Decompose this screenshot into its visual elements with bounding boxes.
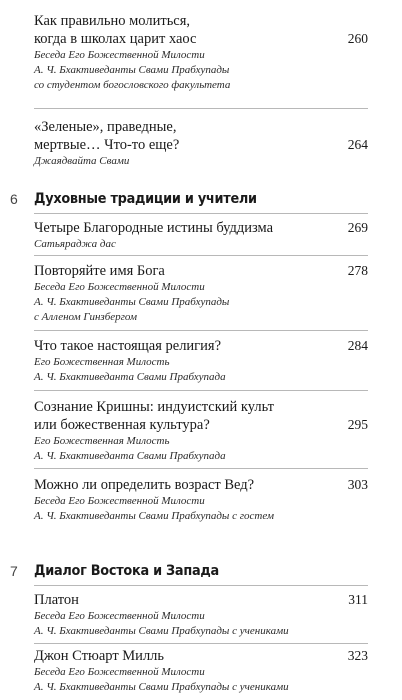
toc-entry[interactable] [34,591,368,639]
page-number: 284 [347,338,368,353]
entry-author: Его Божественная Милость [34,435,170,447]
entry-author: А. Ч. Бхактиведанты Свами Прабхупады с гостем [34,510,274,522]
entry-author: Его Божественная Милость [34,356,170,368]
entry-author: Беседа Его Божественной Милости [34,666,205,678]
toc-entry[interactable] [34,219,368,252]
page-number: 264 [347,137,368,152]
page-number: 295 [347,417,368,432]
entry-author: с Алленом Гинзбергом [34,311,138,323]
entry-title: Как правильно молиться, [34,13,191,29]
entry-author: Беседа Его Божественной Милости [34,610,205,622]
entry-title: мертвые… Что-то еще? [34,137,180,153]
entry-title: Можно ли определить возраст Вед? [34,477,255,493]
entry-author: Сатьяраджа дас [34,238,116,250]
divider [34,330,368,331]
entry-title: Платон [34,592,79,608]
entry-author: А. Ч. Бхактиведанты Свами Прабхупады с учениками [34,681,289,693]
toc-entry[interactable] [34,476,368,524]
page-number: 323 [347,648,368,663]
entry-title: или божественная культура? [34,417,210,433]
entry-author: А. Ч. Бхактиведанта Свами Прабхупада [34,371,226,383]
entry-title: Сознание Кришны: индуистский культ [34,399,274,415]
divider [34,108,368,109]
entry-title: Что такое настоящая религия? [34,338,221,354]
divider [34,213,368,214]
entry-title: «Зеленые», праведные, [34,119,177,135]
entry-title: когда в школах царит хаос [34,31,197,47]
page-number: 303 [347,477,368,492]
entry-author: А. Ч. Бхактиведанты Свами Прабхупады [34,64,230,76]
entry-title: Четыре Благородные истины буддизма [34,220,274,236]
divider [34,390,368,391]
section-title: Диалог Востока и Запада [34,563,219,579]
toc-entry[interactable] [34,647,368,695]
page-number: 311 [348,592,368,607]
entry-author: А. Ч. Бхактиведанты Свами Прабхупады с учениками [34,625,289,637]
entry-author: со студентом богословского факультета [34,79,231,91]
divider [34,585,368,586]
toc-entry[interactable] [34,398,368,464]
entry-title: Повторяйте имя Бога [34,263,165,279]
page-number: 269 [347,220,368,235]
page-number: 260 [347,31,368,46]
entry-author: Беседа Его Божественной Милости [34,49,205,61]
entry-author: Джаядвайта Свами [34,155,130,167]
entry-author: А. Ч. Бхактиведанта Свами Прабхупада [34,450,226,462]
divider [34,255,368,256]
section-number: 6 [10,191,18,207]
toc-entry[interactable] [34,12,368,93]
toc-entry[interactable] [34,262,368,325]
section-title: Духовные традиции и учители [34,191,257,207]
divider [34,643,368,644]
toc-entry[interactable] [34,118,368,169]
entry-author: А. Ч. Бхактиведанты Свами Прабхупады [34,296,230,308]
entry-author: Беседа Его Божественной Милости [34,495,205,507]
divider [34,468,368,469]
entry-title: Джон Стюарт Милль [34,648,165,664]
toc-entry[interactable] [34,337,368,385]
page-number: 278 [347,263,368,278]
entry-author: Беседа Его Божественной Милости [34,281,205,293]
section-number: 7 [10,563,18,579]
